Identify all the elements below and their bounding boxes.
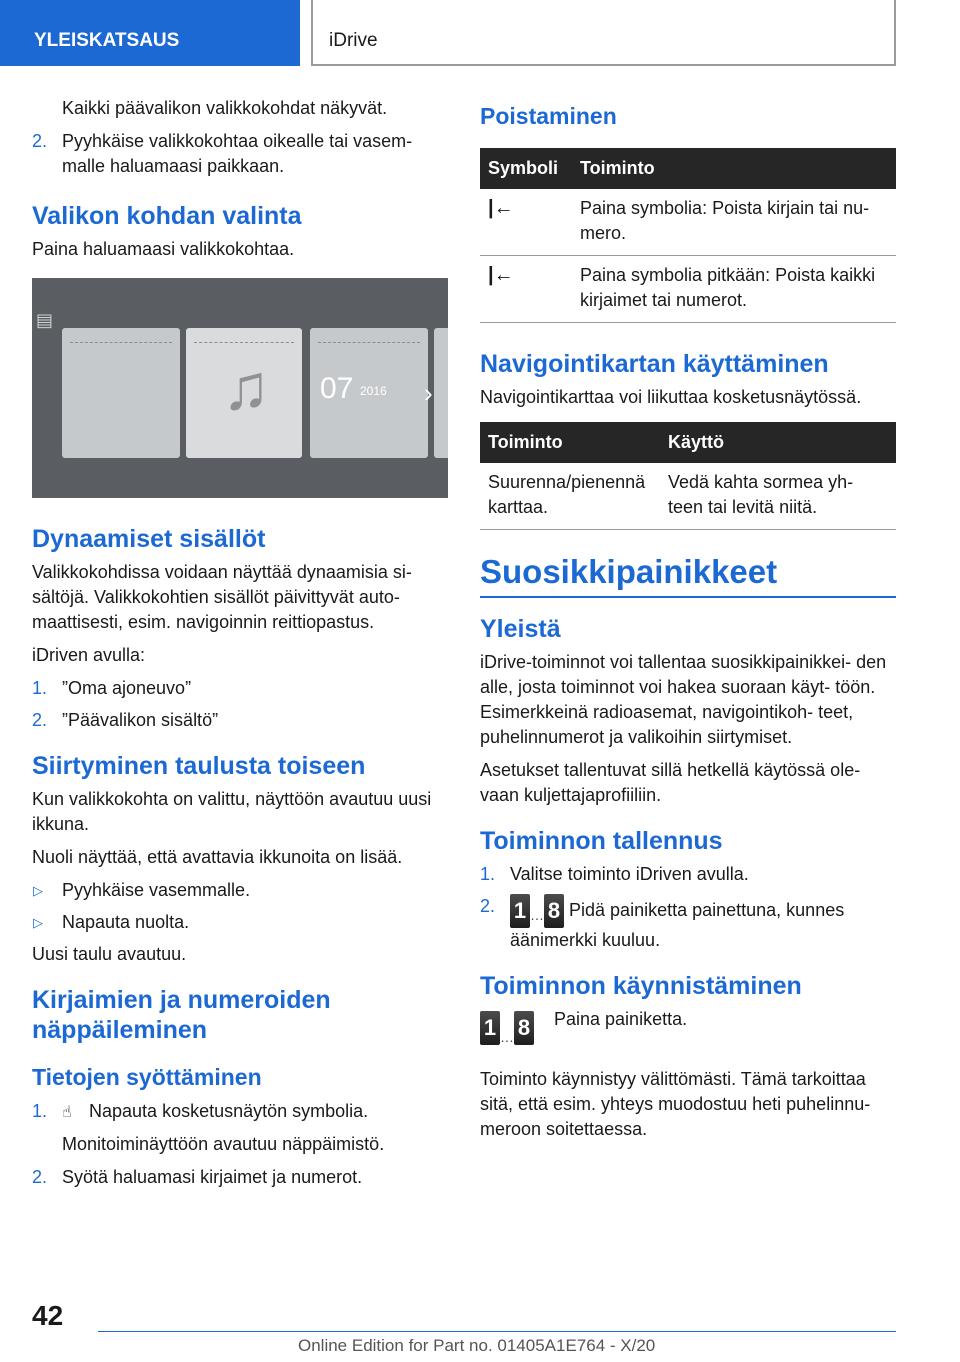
favorite-buttons-icon: 1 … 8 (510, 894, 564, 928)
remove-table (480, 148, 896, 323)
tile-year: 2016 (360, 384, 387, 398)
step-number: 2. (480, 896, 496, 916)
step-text: ”Päävalikon sisältö” (62, 710, 219, 730)
list-item (32, 676, 448, 701)
paragraph: Valikkokohdissa voidaan näyttää dynaamisia si- sältöjä. Valikkokohtien sisällöt päivittyvät auto- maattisesti, esim. navigoinnin reittiopastus. (32, 562, 412, 632)
step-continuation: Monitoiminäyttöön avautuu näppäimistö. (62, 1134, 385, 1154)
paragraph: Toiminto käynnistyy välittömästi. Tämä tarkoittaa sitä, että esim. yhteys muodostuu heti puhelinnu- meroon soitettaessa. (480, 1069, 871, 1139)
table-header-row (480, 422, 896, 463)
paragraph: iDrive-toiminnot voi tallentaa suosikkipainikkei- den alle, josta toiminnot voi hakea suoraan käyt- töön. Esimerkkeinä radioasemat, navigointikoh- teet, puhelinnumerot ja valikoihin siirtymiset. (480, 652, 887, 747)
paragraph: Paina painiketta. (554, 1009, 688, 1029)
map-table (480, 422, 896, 530)
step-text: ”Oma ajoneuvo” (62, 678, 192, 698)
step-number: 2. (32, 1167, 48, 1187)
paragraph: Asetukset tallentuvat sillä hetkellä käytössä ole- vaan kuljettajaprofiiliin. (480, 760, 861, 805)
table-row (480, 256, 896, 323)
step-text: Pyyhkäise valikkokohtaa oikealle tai vasem- malle haluamaasi paikkaan. (62, 131, 413, 176)
right-column (480, 96, 896, 1150)
step-number: 1. (32, 1101, 48, 1121)
step-continuation: Kaikki päävalikon valikkokohdat näkyvät. (62, 98, 388, 118)
chevron-right-icon[interactable]: › (424, 378, 433, 408)
music-note-icon: ♫ (222, 351, 270, 423)
table-header-row (480, 148, 896, 189)
page-header (0, 0, 960, 66)
tile-date: 07 (320, 372, 354, 405)
heading-dynamic: Dynaamiset sisällöt (32, 525, 266, 553)
favorite-buttons-icon: 1 … 8 (480, 1011, 534, 1045)
list-item (32, 1099, 448, 1125)
paragraph: Uusi taulu avautuu. (32, 944, 187, 964)
paragraph: Nuoli näyttää, että avattavia ikkunoita on lisää. (32, 847, 403, 867)
backspace-icon: |← (480, 256, 572, 323)
footer-rule (98, 1331, 896, 1332)
triangle-bullet-icon: ▷ (33, 883, 43, 898)
tiles-icon: ▤ (36, 310, 54, 330)
list-item (480, 894, 896, 953)
paragraph: Paina haluamaasi valikkokohtaa. (32, 239, 295, 259)
footer-edition: Online Edition for Part no. 01405A1E764 - X/20 (298, 1336, 656, 1355)
left-column (32, 96, 448, 1197)
heading-move: Siirtyminen taulusta toiseen (32, 752, 366, 780)
heading-remove: Poistaminen (480, 103, 617, 129)
list-item (480, 862, 896, 887)
table-row (480, 463, 896, 530)
column-header: Toiminto (572, 148, 896, 189)
column-header: Symboli (480, 148, 572, 189)
chapter-title: iDrive (311, 0, 896, 66)
step-number: 2. (32, 131, 48, 151)
tile-calendar (310, 328, 428, 458)
list-item (32, 129, 448, 179)
column-header: Käyttö (660, 422, 896, 463)
tile-next (434, 328, 448, 458)
step-text: Napauta kosketusnäytön symbolia. (89, 1101, 369, 1121)
table-cell: Vedä kahta sormea yh- teen tai levitä niitä. (660, 463, 896, 530)
paragraph: iDriven avulla: (32, 645, 146, 665)
triangle-bullet-icon: ▷ (33, 915, 43, 930)
subheading-input: Tietojen syöttäminen (32, 1064, 262, 1090)
table-row (480, 189, 896, 256)
heading-favorites: Suosikkipainikkeet (480, 552, 896, 598)
start-instruction (480, 1007, 896, 1059)
table-cell: Suurenna/pienennä karttaa. (480, 463, 660, 530)
list-item (32, 878, 448, 903)
section-tab: YLEISKATSAUS (0, 0, 300, 66)
paragraph: Navigointikarttaa voi liikuttaa kosketusnäytössä. (480, 387, 862, 407)
touch-hand-icon: ☝ (62, 1104, 72, 1121)
step-number: 1. (480, 864, 496, 884)
heading-valinta: Valikon kohdan valinta (32, 202, 302, 230)
heading-save: Toiminnon tallennus (480, 827, 723, 855)
heading-general: Yleistä (480, 615, 561, 643)
bullet-text: Pyyhkäise vasemmalle. (62, 880, 251, 900)
bullet-text: Napauta nuolta. (62, 912, 190, 932)
table-cell: Paina symbolia: Poista kirjain tai nu- mero. (572, 189, 896, 256)
backspace-icon: |← (480, 189, 572, 256)
step-number: 2. (32, 710, 48, 730)
step-number: 1. (32, 678, 48, 698)
column-header: Toiminto (480, 422, 660, 463)
tile-vehicle (62, 328, 180, 458)
paragraph: Kun valikkokohta on valittu, näyttöön avautuu uusi ikkuna. (32, 789, 432, 834)
page-number: 42 (32, 1300, 64, 1331)
list-item (32, 910, 448, 935)
step-text: Syötä haluamasi kirjaimet ja numerot. (62, 1167, 363, 1187)
step-text: Valitse toiminto iDriven avulla. (510, 864, 749, 884)
heading-start: Toiminnon käynnistäminen (480, 972, 802, 1000)
list-item (32, 708, 448, 733)
list-item (32, 1165, 448, 1190)
heading-map: Navigointikartan käyttäminen (480, 350, 829, 378)
heading-letters: Kirjaimien ja numeroiden näppäileminen (32, 986, 331, 1044)
step-text: Pidä painiketta painettuna, kunnes äänimerkki kuuluu. (510, 899, 845, 950)
table-cell: Paina symbolia pitkään: Poista kaikki kirjaimet tai numerot. (572, 256, 896, 323)
menu-screenshot (32, 278, 448, 498)
